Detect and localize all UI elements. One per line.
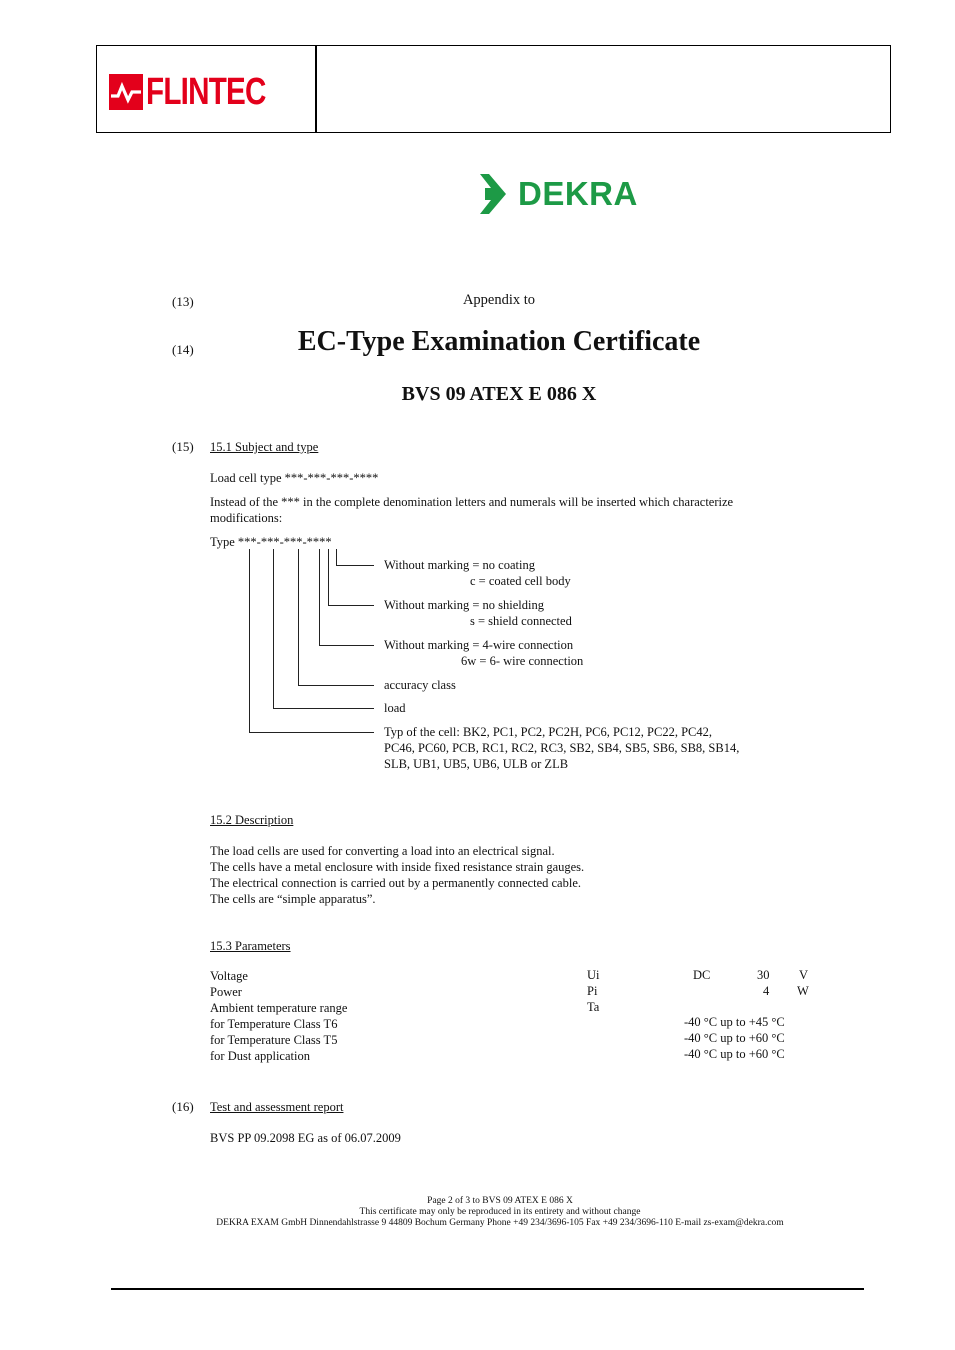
param-power-label: Power: [210, 985, 242, 999]
bracket-wire-h: [319, 645, 374, 646]
bracket-shield-h: [328, 605, 374, 606]
bracket-cell-h: [249, 732, 374, 733]
bracket-coating-h: [336, 565, 374, 566]
param-voltage-unit: V: [799, 968, 809, 982]
certificate-number: BVS 09 ATEX E 086 X: [401, 383, 597, 405]
ref-15: (15): [172, 439, 194, 454]
param-t6-label: for Temperature Class T6: [210, 1017, 338, 1031]
certificate-title: EC-Type Examination Certificate: [297, 326, 701, 357]
wire-line-2: 6w = 6- wire connection: [461, 654, 584, 668]
bracket-accuracy-h: [298, 685, 374, 686]
param-voltage-symbol: Ui: [587, 968, 600, 982]
ref-16: (16): [172, 1099, 194, 1114]
bracket-load-h: [273, 708, 374, 709]
footer-notice: This certificate may only be reproduced in its entirety and without change: [359, 1207, 641, 1217]
description-line-4: The cells are “simple apparatus”.: [210, 892, 376, 906]
ref-14: (14): [172, 342, 194, 357]
ref-13: (13): [172, 294, 194, 309]
load-cell-type: Load cell type ***-***-***-****: [210, 471, 379, 485]
footer-page: Page 2 of 3 to BVS 09 ATEX E 086 X: [427, 1196, 573, 1206]
param-t5-label: for Temperature Class T5: [210, 1033, 338, 1047]
type-label: Type ***-***-***-****: [210, 535, 332, 549]
coating-line-2: c = coated cell body: [470, 574, 571, 588]
accuracy-class: accuracy class: [384, 678, 456, 692]
heading-16: Test and assessment report: [210, 1100, 344, 1114]
header-box: [96, 45, 891, 133]
description-line-1: The load cells are used for converting a load into an electrical signal.: [210, 844, 555, 858]
param-dust-label: for Dust application: [210, 1049, 310, 1063]
shield-line-2: s = shield connected: [470, 614, 572, 628]
param-ambient-label: Ambient temperature range: [210, 1001, 348, 1015]
certificate-footer: [0, 1196, 955, 1229]
instead-line-2: modifications:: [210, 511, 283, 525]
bracket-cell-v: [249, 549, 250, 732]
shield-line-1: Without marking = no shielding: [384, 598, 545, 612]
heading-15-1: 15.1 Subject and type: [210, 440, 319, 454]
heading-15-2: 15.2 Description: [210, 813, 294, 827]
flintec-wordmark: FLINTEC: [146, 71, 266, 113]
bracket-coating-v: [336, 549, 337, 565]
dekra-logo: [476, 172, 638, 216]
param-voltage-value: 30: [757, 968, 770, 982]
description-line-3: The electrical connection is carried out by a permanently connected cable.: [210, 876, 582, 890]
param-ambient-symbol: Ta: [587, 1000, 600, 1014]
bracket-load-v: [273, 549, 274, 708]
cell-types-1: Typ of the cell: BK2, PC1, PC2, PC2H, PC6, PC12, PC22, PC42,: [384, 725, 713, 739]
bracket-accuracy-v: [298, 549, 299, 685]
report-reference: BVS PP 09.2098 EG as of 06.07.2009: [210, 1131, 401, 1145]
footer-address: DEKRA EXAM GmbH Dinnendahlstrasse 9 44809 Bochum Germany Phone +49 234/3696-105 Fax +49 234/3696-110 E-mail zs-exam@dekra.com: [216, 1218, 784, 1228]
bracket-wire-v: [319, 549, 320, 645]
heading-15-3: 15.3 Parameters: [210, 939, 291, 953]
cell-types-3: SLB, UB1, UB5, UB6, ULB or ZLB: [384, 757, 569, 771]
cell-types-2: PC46, PC60, PCB, RC1, RC2, RC3, SB2, SB4, SB5, SB6, SB8, SB14,: [384, 741, 740, 755]
param-t5-range: -40 °C up to +60 °C: [684, 1031, 785, 1045]
param-dust-range: -40 °C up to +60 °C: [684, 1047, 785, 1061]
param-voltage-label: Voltage: [210, 969, 248, 983]
param-power-unit: W: [797, 984, 809, 998]
dekra-arrow-icon: [476, 172, 510, 216]
load-label: load: [384, 701, 406, 715]
dekra-wordmark: DEKRA: [518, 175, 638, 212]
instead-line-1: Instead of the *** in the complete denomination letters and numerals will be inserted which characterize: [210, 495, 734, 509]
coating-line-1: Without marking = no coating: [384, 558, 535, 572]
bracket-shield-v: [328, 549, 329, 605]
param-voltage-kind: DC: [693, 968, 711, 982]
param-power-symbol: Pi: [587, 984, 598, 998]
header-divider: [315, 46, 317, 132]
flintec-wave-icon: [109, 74, 143, 110]
wire-line-1: Without marking = 4-wire connection: [384, 638, 574, 652]
description-line-2: The cells have a metal enclosure with inside fixed resistance strain gauges.: [210, 860, 585, 874]
flintec-logo: [109, 72, 299, 112]
param-power-value: 4: [763, 984, 770, 998]
bottom-rule: [111, 1288, 864, 1290]
param-t6-range: -40 °C up to +45 °C: [684, 1015, 785, 1029]
appendix-to: Appendix to: [462, 292, 536, 308]
